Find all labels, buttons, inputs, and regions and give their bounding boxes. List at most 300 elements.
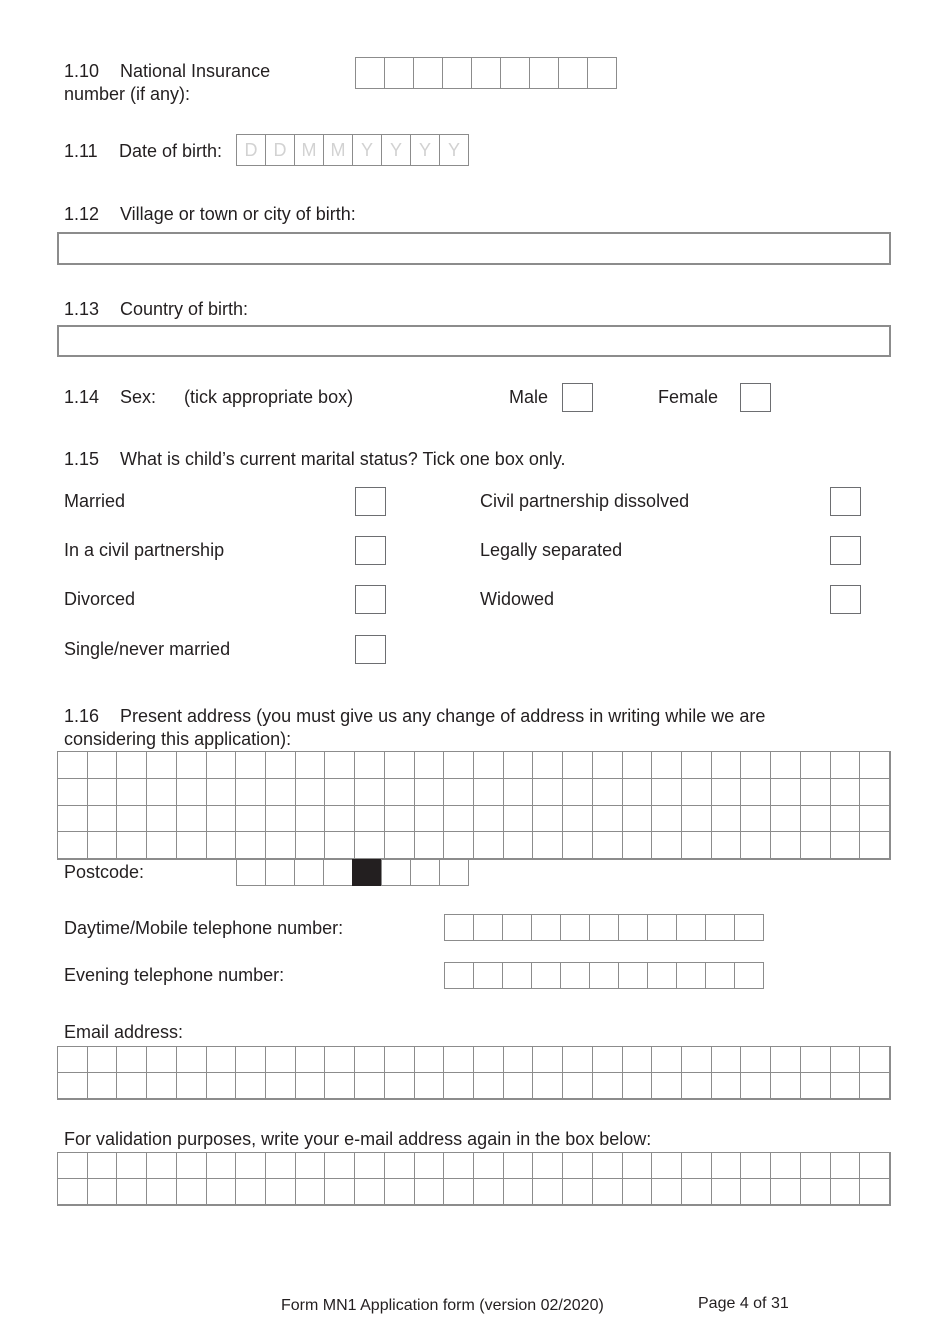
email-confirm-cell[interactable] xyxy=(236,1153,266,1179)
email-confirm-cell[interactable] xyxy=(771,1153,801,1179)
address-cell[interactable] xyxy=(325,752,355,779)
email-confirm-cell[interactable] xyxy=(177,1153,207,1179)
email-confirm-cell[interactable] xyxy=(712,1179,742,1205)
address-cell[interactable] xyxy=(236,752,266,779)
day-phone-cell[interactable] xyxy=(734,914,764,941)
day-phone-cell[interactable] xyxy=(705,914,735,941)
female-checkbox[interactable] xyxy=(740,383,771,412)
email-confirm-cell[interactable] xyxy=(355,1153,385,1179)
email-confirm-cell[interactable] xyxy=(593,1153,623,1179)
address-cell[interactable] xyxy=(325,779,355,806)
email-confirm-cell[interactable] xyxy=(325,1153,355,1179)
address-cell[interactable] xyxy=(801,806,831,833)
email-confirm-cell[interactable] xyxy=(385,1153,415,1179)
address-cell[interactable] xyxy=(712,779,742,806)
address-cell[interactable] xyxy=(593,779,623,806)
marital-status-label: 1.15 What is child’s current marital status? Tick one box only. xyxy=(64,449,566,469)
address-cell[interactable] xyxy=(296,832,326,859)
dob-year-cell[interactable]: Y xyxy=(352,134,382,166)
dob-year-cell[interactable]: Y xyxy=(381,134,411,166)
email-confirm-cell[interactable] xyxy=(771,1179,801,1205)
address-cell[interactable] xyxy=(58,752,88,779)
email-confirm-cell[interactable] xyxy=(504,1153,534,1179)
address-cell[interactable] xyxy=(117,779,147,806)
address-cell[interactable] xyxy=(860,752,890,779)
email-cell[interactable] xyxy=(385,1073,415,1099)
address-cell[interactable] xyxy=(88,832,118,859)
ni-number-field[interactable] xyxy=(355,57,617,89)
divorced-checkbox[interactable] xyxy=(355,585,386,614)
email-cell[interactable] xyxy=(623,1073,653,1099)
email-confirm-cell[interactable] xyxy=(533,1153,563,1179)
address-cell[interactable] xyxy=(296,752,326,779)
email-confirm-cell[interactable] xyxy=(266,1179,296,1205)
ni-cell[interactable] xyxy=(500,57,530,89)
email-confirm-cell[interactable] xyxy=(504,1179,534,1205)
address-cell[interactable] xyxy=(415,806,445,833)
evening-phone-cell[interactable] xyxy=(560,962,590,989)
email-cell[interactable] xyxy=(325,1073,355,1099)
address-cell[interactable] xyxy=(355,832,385,859)
address-cell[interactable] xyxy=(236,779,266,806)
day-phone-label: Daytime/Mobile telephone number: xyxy=(64,918,344,938)
email-cell[interactable] xyxy=(504,1073,534,1099)
ni-cell[interactable] xyxy=(471,57,501,89)
email-cell[interactable] xyxy=(860,1047,890,1073)
ni-cell[interactable] xyxy=(442,57,472,89)
dob-year-cell[interactable]: Y xyxy=(410,134,440,166)
email-cell[interactable] xyxy=(88,1047,118,1073)
address-cell[interactable] xyxy=(623,779,653,806)
address-cell[interactable] xyxy=(147,779,177,806)
day-phone-cell[interactable] xyxy=(531,914,561,941)
dob-year-cell[interactable]: Y xyxy=(439,134,469,166)
address-cell[interactable] xyxy=(325,832,355,859)
email-confirm-cell[interactable] xyxy=(355,1179,385,1205)
email-cell[interactable] xyxy=(207,1073,237,1099)
email-confirm-cell[interactable] xyxy=(801,1179,831,1205)
address-cell[interactable] xyxy=(533,806,563,833)
email-confirm-cell[interactable] xyxy=(563,1179,593,1205)
address-cell[interactable] xyxy=(177,832,207,859)
email-cell[interactable] xyxy=(236,1047,266,1073)
address-cell[interactable] xyxy=(444,832,474,859)
address-cell[interactable] xyxy=(623,752,653,779)
address-cell[interactable] xyxy=(623,832,653,859)
address-cell[interactable] xyxy=(474,806,504,833)
email-confirm-cell[interactable] xyxy=(652,1179,682,1205)
email-cell[interactable] xyxy=(474,1047,504,1073)
email-cell[interactable] xyxy=(177,1073,207,1099)
email-confirm-cell[interactable] xyxy=(117,1153,147,1179)
email-confirm-cell[interactable] xyxy=(296,1179,326,1205)
address-cell[interactable] xyxy=(682,752,712,779)
address-cell[interactable] xyxy=(831,832,861,859)
address-cell[interactable] xyxy=(771,779,801,806)
email-confirm-cell[interactable] xyxy=(147,1179,177,1205)
email-cell[interactable] xyxy=(266,1073,296,1099)
email-confirm-cell[interactable] xyxy=(860,1153,890,1179)
evening-phone-cell[interactable] xyxy=(502,962,532,989)
ni-cell[interactable] xyxy=(355,57,385,89)
email-cell[interactable] xyxy=(533,1073,563,1099)
email-cell[interactable] xyxy=(712,1073,742,1099)
email-confirm-cell[interactable] xyxy=(533,1179,563,1205)
evening-phone-cell[interactable] xyxy=(531,962,561,989)
email-cell[interactable] xyxy=(88,1073,118,1099)
postcode-cell[interactable] xyxy=(323,859,353,886)
male-checkbox[interactable] xyxy=(562,383,593,412)
address-cell[interactable] xyxy=(147,832,177,859)
address-cell[interactable] xyxy=(771,752,801,779)
email-confirm-cell[interactable] xyxy=(682,1179,712,1205)
email-confirm-cell[interactable] xyxy=(831,1153,861,1179)
evening-phone-cell[interactable] xyxy=(589,962,619,989)
address-cell[interactable] xyxy=(741,779,771,806)
email-cell[interactable] xyxy=(207,1047,237,1073)
address-cell[interactable] xyxy=(593,832,623,859)
postcode-field[interactable] xyxy=(236,859,469,886)
address-cell[interactable] xyxy=(415,779,445,806)
email-confirm-cell[interactable] xyxy=(444,1153,474,1179)
email-cell[interactable] xyxy=(147,1047,177,1073)
address-cell[interactable] xyxy=(682,779,712,806)
civil-partnership-checkbox[interactable] xyxy=(355,536,386,565)
evening-phone-cell[interactable] xyxy=(444,962,474,989)
address-cell[interactable] xyxy=(385,779,415,806)
email-confirm-cell[interactable] xyxy=(385,1179,415,1205)
email-cell[interactable] xyxy=(415,1073,445,1099)
evening-phone-cell[interactable] xyxy=(647,962,677,989)
day-phone-cell[interactable] xyxy=(560,914,590,941)
day-phone-cell[interactable] xyxy=(444,914,474,941)
birthplace-input[interactable] xyxy=(57,232,891,265)
email-cell[interactable] xyxy=(236,1073,266,1099)
address-cell[interactable] xyxy=(623,806,653,833)
evening-phone-field[interactable] xyxy=(444,962,764,989)
postcode-cell[interactable] xyxy=(236,859,266,886)
email-cell[interactable] xyxy=(355,1047,385,1073)
address-cell[interactable] xyxy=(147,752,177,779)
email-confirm-cell[interactable] xyxy=(741,1153,771,1179)
footer-page-number: Page 4 of 31 xyxy=(698,1295,789,1312)
email-cell[interactable] xyxy=(325,1047,355,1073)
email-confirm-cell[interactable] xyxy=(117,1179,147,1205)
email-cell[interactable] xyxy=(801,1047,831,1073)
address-cell[interactable] xyxy=(355,752,385,779)
ni-cell[interactable] xyxy=(587,57,617,89)
address-cell[interactable] xyxy=(88,806,118,833)
email-confirm-cell[interactable] xyxy=(88,1153,118,1179)
address-cell[interactable] xyxy=(266,752,296,779)
address-cell[interactable] xyxy=(88,752,118,779)
country-input[interactable] xyxy=(57,325,891,357)
address-cell[interactable] xyxy=(563,806,593,833)
address-cell[interactable] xyxy=(652,752,682,779)
email-confirm-cell[interactable] xyxy=(207,1153,237,1179)
email-confirm-cell[interactable] xyxy=(652,1153,682,1179)
email-confirm-cell[interactable] xyxy=(860,1179,890,1205)
evening-phone-cell[interactable] xyxy=(705,962,735,989)
address-cell[interactable] xyxy=(831,806,861,833)
address-cell[interactable] xyxy=(385,752,415,779)
email-grid[interactable] xyxy=(57,1046,891,1100)
address-cell[interactable] xyxy=(444,779,474,806)
address-cell[interactable] xyxy=(593,806,623,833)
address-cell[interactable] xyxy=(860,806,890,833)
email-cell[interactable] xyxy=(58,1073,88,1099)
email-cell[interactable] xyxy=(801,1073,831,1099)
dob-month-cell[interactable]: M xyxy=(323,134,353,166)
email-cell[interactable] xyxy=(652,1047,682,1073)
email-confirm-cell[interactable] xyxy=(623,1179,653,1205)
email-cell[interactable] xyxy=(147,1073,177,1099)
address-cell[interactable] xyxy=(474,752,504,779)
address-cell[interactable] xyxy=(563,832,593,859)
address-cell[interactable] xyxy=(207,752,237,779)
email-cell[interactable] xyxy=(355,1073,385,1099)
address-cell[interactable] xyxy=(147,806,177,833)
email-confirm-cell[interactable] xyxy=(177,1179,207,1205)
email-cell[interactable] xyxy=(58,1047,88,1073)
email-cell[interactable] xyxy=(296,1073,326,1099)
address-cell[interactable] xyxy=(771,806,801,833)
address-cell[interactable] xyxy=(58,832,88,859)
ni-label: 1.10 National Insurance number (if any): xyxy=(64,61,271,104)
email-confirm-cell[interactable] xyxy=(207,1179,237,1205)
email-cell[interactable] xyxy=(177,1047,207,1073)
evening-phone-cell[interactable] xyxy=(473,962,503,989)
address-cell[interactable] xyxy=(117,752,147,779)
email-confirm-cell[interactable] xyxy=(741,1179,771,1205)
country-label: 1.13 Country of birth: xyxy=(64,299,249,319)
address-cell[interactable] xyxy=(741,832,771,859)
question-number: 1.16 xyxy=(64,706,100,726)
email-cell[interactable] xyxy=(860,1073,890,1099)
address-cell[interactable] xyxy=(355,779,385,806)
address-cell[interactable] xyxy=(593,752,623,779)
separated-checkbox[interactable] xyxy=(830,536,861,565)
address-cell[interactable] xyxy=(860,832,890,859)
address-cell[interactable] xyxy=(801,779,831,806)
dob-day-cell[interactable]: D xyxy=(265,134,295,166)
address-cell[interactable] xyxy=(533,832,563,859)
evening-phone-cell[interactable] xyxy=(734,962,764,989)
email-confirm-cell[interactable] xyxy=(831,1179,861,1205)
address-cell[interactable] xyxy=(474,779,504,806)
dob-day-cell[interactable]: D xyxy=(236,134,266,166)
email-cell[interactable] xyxy=(117,1073,147,1099)
email-confirm-cell[interactable] xyxy=(474,1179,504,1205)
address-cell[interactable] xyxy=(741,752,771,779)
email-cell[interactable] xyxy=(296,1047,326,1073)
email-confirm-cell[interactable] xyxy=(58,1179,88,1205)
address-cell[interactable] xyxy=(474,832,504,859)
address-cell[interactable] xyxy=(177,806,207,833)
address-cell[interactable] xyxy=(207,806,237,833)
ni-cell[interactable] xyxy=(529,57,559,89)
email-cell[interactable] xyxy=(474,1073,504,1099)
postcode-cell[interactable] xyxy=(381,859,411,886)
email-confirm-cell[interactable] xyxy=(415,1153,445,1179)
email-cell[interactable] xyxy=(682,1047,712,1073)
address-cell[interactable] xyxy=(801,752,831,779)
address-cell[interactable] xyxy=(504,752,534,779)
address-cell[interactable] xyxy=(58,806,88,833)
email-confirm-cell[interactable] xyxy=(415,1179,445,1205)
day-phone-cell[interactable] xyxy=(502,914,532,941)
address-cell[interactable] xyxy=(652,779,682,806)
address-cell[interactable] xyxy=(801,832,831,859)
address-cell[interactable] xyxy=(563,779,593,806)
address-cell[interactable] xyxy=(860,779,890,806)
address-cell[interactable] xyxy=(266,832,296,859)
email-confirm-cell[interactable] xyxy=(236,1179,266,1205)
email-confirm-cell[interactable] xyxy=(682,1153,712,1179)
address-cell[interactable] xyxy=(533,752,563,779)
address-cell[interactable] xyxy=(207,779,237,806)
postcode-separator-cell xyxy=(352,859,382,886)
divorced-label: Divorced xyxy=(64,589,136,609)
email-confirm-cell[interactable] xyxy=(266,1153,296,1179)
address-cell[interactable] xyxy=(296,806,326,833)
email-confirm-cell[interactable] xyxy=(296,1153,326,1179)
evening-phone-cell[interactable] xyxy=(676,962,706,989)
address-cell[interactable] xyxy=(88,779,118,806)
address-cell[interactable] xyxy=(117,832,147,859)
email-confirm-grid[interactable] xyxy=(57,1152,891,1206)
email-cell[interactable] xyxy=(563,1073,593,1099)
email-cell[interactable] xyxy=(712,1047,742,1073)
email-confirm-cell[interactable] xyxy=(712,1153,742,1179)
email-cell[interactable] xyxy=(385,1047,415,1073)
email-confirm-cell[interactable] xyxy=(801,1153,831,1179)
ni-cell[interactable] xyxy=(413,57,443,89)
address-cell[interactable] xyxy=(355,806,385,833)
email-confirm-cell[interactable] xyxy=(474,1153,504,1179)
dissolved-checkbox[interactable] xyxy=(830,487,861,516)
email-cell[interactable] xyxy=(652,1073,682,1099)
ni-cell[interactable] xyxy=(558,57,588,89)
address-cell[interactable] xyxy=(504,806,534,833)
address-cell[interactable] xyxy=(504,779,534,806)
email-confirm-cell[interactable] xyxy=(444,1179,474,1205)
email-cell[interactable] xyxy=(504,1047,534,1073)
email-confirm-cell[interactable] xyxy=(623,1153,653,1179)
day-phone-cell[interactable] xyxy=(618,914,648,941)
address-cell[interactable] xyxy=(177,779,207,806)
postcode-cell[interactable] xyxy=(294,859,324,886)
address-cell[interactable] xyxy=(533,779,563,806)
address-grid[interactable] xyxy=(57,751,891,860)
email-confirm-cell[interactable] xyxy=(325,1179,355,1205)
email-cell[interactable] xyxy=(563,1047,593,1073)
address-cell[interactable] xyxy=(444,806,474,833)
address-cell[interactable] xyxy=(771,832,801,859)
address-cell[interactable] xyxy=(563,752,593,779)
question-number: 1.10 xyxy=(64,61,100,81)
email-cell[interactable] xyxy=(831,1047,861,1073)
dob-field[interactable] xyxy=(236,134,469,166)
married-checkbox[interactable] xyxy=(355,487,386,516)
email-cell[interactable] xyxy=(533,1047,563,1073)
address-cell[interactable] xyxy=(682,832,712,859)
address-cell[interactable] xyxy=(415,752,445,779)
address-cell[interactable] xyxy=(741,806,771,833)
email-cell[interactable] xyxy=(444,1073,474,1099)
email-confirm-cell[interactable] xyxy=(88,1179,118,1205)
email-cell[interactable] xyxy=(117,1047,147,1073)
evening-phone-cell[interactable] xyxy=(618,962,648,989)
email-cell[interactable] xyxy=(623,1047,653,1073)
email-cell[interactable] xyxy=(415,1047,445,1073)
email-cell[interactable] xyxy=(771,1047,801,1073)
day-phone-field[interactable] xyxy=(444,914,764,941)
email-cell[interactable] xyxy=(593,1047,623,1073)
address-cell[interactable] xyxy=(58,779,88,806)
email-cell[interactable] xyxy=(831,1073,861,1099)
email-cell[interactable] xyxy=(741,1047,771,1073)
postcode-label: Postcode: xyxy=(64,862,145,882)
single-checkbox[interactable] xyxy=(355,635,386,664)
widowed-checkbox[interactable] xyxy=(830,585,861,614)
day-phone-cell[interactable] xyxy=(589,914,619,941)
postcode-cell[interactable] xyxy=(439,859,469,886)
email-confirm-cell[interactable] xyxy=(58,1153,88,1179)
address-cell[interactable] xyxy=(682,806,712,833)
email-confirm-cell[interactable] xyxy=(147,1153,177,1179)
address-cell[interactable] xyxy=(385,806,415,833)
dob-month-cell[interactable]: M xyxy=(294,134,324,166)
address-cell[interactable] xyxy=(712,752,742,779)
ni-cell[interactable] xyxy=(384,57,414,89)
address-cell[interactable] xyxy=(236,806,266,833)
day-phone-cell[interactable] xyxy=(676,914,706,941)
address-cell[interactable] xyxy=(325,806,355,833)
email-confirm-cell[interactable] xyxy=(593,1179,623,1205)
address-cell[interactable] xyxy=(296,779,326,806)
email-cell[interactable] xyxy=(682,1073,712,1099)
address-cell[interactable] xyxy=(712,806,742,833)
address-cell[interactable] xyxy=(831,752,861,779)
address-cell[interactable] xyxy=(504,832,534,859)
address-cell[interactable] xyxy=(712,832,742,859)
address-cell[interactable] xyxy=(207,832,237,859)
address-cell[interactable] xyxy=(177,752,207,779)
address-cell[interactable] xyxy=(415,832,445,859)
email-cell[interactable] xyxy=(741,1073,771,1099)
email-cell[interactable] xyxy=(266,1047,296,1073)
address-cell[interactable] xyxy=(831,779,861,806)
email-confirm-cell[interactable] xyxy=(563,1153,593,1179)
address-cell[interactable] xyxy=(652,806,682,833)
postcode-cell[interactable] xyxy=(410,859,440,886)
address-cell[interactable] xyxy=(266,806,296,833)
day-phone-cell[interactable] xyxy=(473,914,503,941)
address-cell[interactable] xyxy=(117,806,147,833)
email-cell[interactable] xyxy=(771,1073,801,1099)
day-phone-cell[interactable] xyxy=(647,914,677,941)
footer-form-name: Form MN1 Application form (version 02/2020) xyxy=(281,1297,604,1314)
address-cell[interactable] xyxy=(652,832,682,859)
email-cell[interactable] xyxy=(444,1047,474,1073)
postcode-cell[interactable] xyxy=(265,859,295,886)
address-cell[interactable] xyxy=(444,752,474,779)
address-cell[interactable] xyxy=(266,779,296,806)
address-cell[interactable] xyxy=(385,832,415,859)
email-cell[interactable] xyxy=(593,1073,623,1099)
address-cell[interactable] xyxy=(236,832,266,859)
